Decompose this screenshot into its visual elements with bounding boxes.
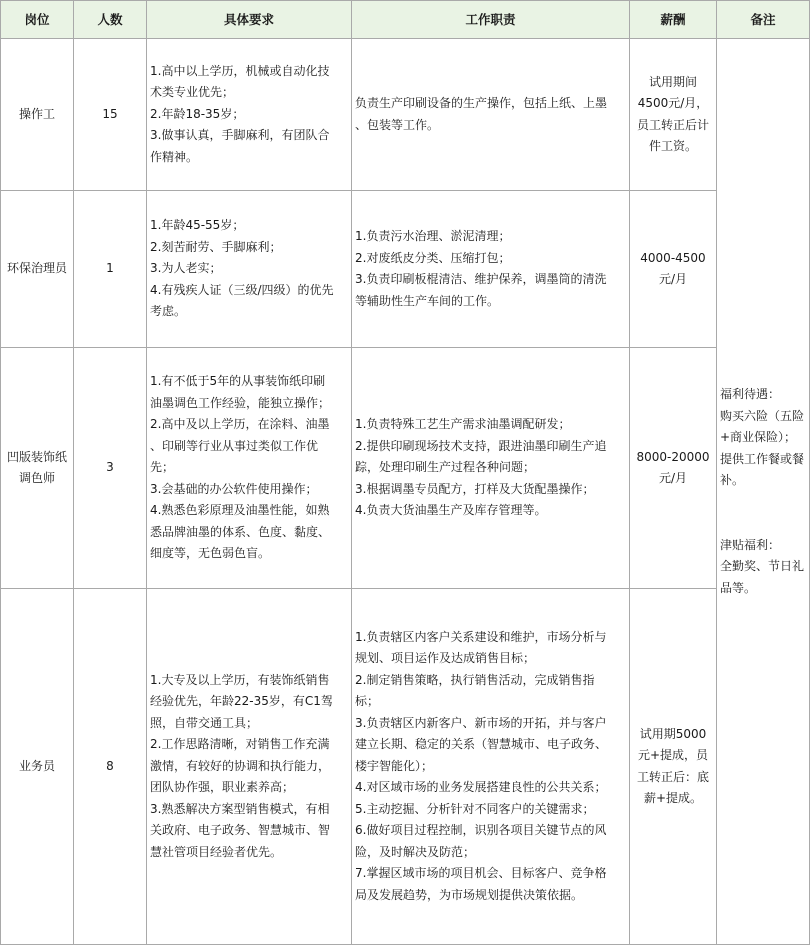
position-text: 凹版装饰纸 bbox=[6, 449, 67, 464]
salary-line: 元/月 bbox=[658, 272, 688, 286]
duty-line: 6.做好项目过程控制，识别各项目关键节点的风 bbox=[355, 823, 607, 838]
requirement-line: 油墨调色工作经验，能独立操作； bbox=[150, 395, 331, 410]
duty-line: 1.负责特殊工艺生产需求油墨调配研发； bbox=[355, 417, 571, 432]
duties-cell bbox=[352, 191, 630, 348]
requirement-line: 3.做事认真，手脚麻利，有团队合 bbox=[150, 128, 330, 143]
salary-cell bbox=[630, 348, 717, 589]
salary-line: 件工资。 bbox=[648, 139, 697, 153]
requirement-line: 4.有残疾人证（三级/四级）的优先 bbox=[150, 282, 334, 297]
header-count: 人数 bbox=[74, 1, 147, 39]
position-cell bbox=[1, 348, 74, 589]
duty-line: 险，及时解决及防范； bbox=[355, 844, 476, 859]
requirement-line: 1.年龄45-55岁； bbox=[150, 218, 245, 233]
requirement-line: 、印刷等行业从事过类似工作优 bbox=[150, 438, 319, 453]
duty-line: 2.对废纸皮分类、压缩打包； bbox=[355, 250, 511, 265]
duty-line: 1.负责辖区内客户关系建设和维护，市场分析与 bbox=[355, 629, 607, 644]
duty-line: 7.掌握区域市场的项目机会、目标客户、竞争格 bbox=[355, 866, 607, 881]
allowance-line: 津贴福利： bbox=[720, 537, 781, 552]
header-remarks: 备注 bbox=[717, 1, 810, 39]
header-position: 岗位 bbox=[1, 1, 74, 39]
count-cell: 3 bbox=[74, 348, 147, 589]
requirement-line: 3.熟悉解决方案型销售模式，有相 bbox=[150, 801, 330, 816]
salary-cell bbox=[630, 191, 717, 348]
table-row bbox=[1, 589, 810, 945]
requirement-line: 3.会基础的办公软件使用操作； bbox=[150, 481, 318, 496]
requirement-line: 经验优先，年龄22-35岁，有C1驾 bbox=[150, 694, 333, 709]
duty-line: 踪，处理印刷生产过程各种问题； bbox=[355, 460, 536, 475]
allowance-line: 品等。 bbox=[720, 580, 757, 595]
table-row bbox=[1, 191, 810, 348]
requirements-cell bbox=[147, 39, 352, 191]
requirement-line: 1.高中以上学历，机械或自动化技 bbox=[150, 63, 330, 78]
welfare-line: 补。 bbox=[720, 473, 745, 487]
requirement-line: 照，自带交通工具； bbox=[150, 715, 259, 730]
count-cell: 15 bbox=[74, 39, 147, 191]
position-text: 调色师 bbox=[18, 471, 55, 485]
salary-line: 元+提成，员 bbox=[637, 748, 709, 762]
requirement-line: 3.为人老实； bbox=[150, 261, 222, 276]
table-row bbox=[1, 348, 810, 589]
welfare-line: 福利待遇： bbox=[720, 387, 781, 401]
requirements-cell bbox=[147, 589, 352, 945]
duties-cell bbox=[352, 348, 630, 589]
welfare-line: 提供工作餐或餐 bbox=[720, 451, 805, 466]
requirement-line: 激情，有较好的协调和执行能力， bbox=[150, 758, 331, 773]
salary-cell bbox=[630, 589, 717, 945]
remarks-spacer bbox=[720, 492, 806, 535]
salary-line: 4500元/月， bbox=[637, 96, 709, 110]
duty-line: 等辅助性生产车间的工作。 bbox=[355, 293, 500, 308]
salary-line: 工转正后：底 bbox=[636, 769, 709, 784]
position-text: 操作工 bbox=[18, 106, 55, 121]
salary-line: 8000-20000 bbox=[636, 449, 710, 464]
count-cell: 1 bbox=[74, 191, 147, 348]
requirement-line: 术类专业优先； bbox=[150, 85, 235, 100]
duty-line: 4.负责大货油墨生产及库存管理等。 bbox=[355, 503, 547, 518]
salary-line: 薪+提成。 bbox=[643, 791, 703, 805]
duty-line: 规划、项目运作及达成销售目标； bbox=[355, 651, 536, 666]
position-text: 业务员 bbox=[18, 758, 55, 773]
duty-line: 标； bbox=[355, 694, 380, 709]
welfare-line: 购买六险（五险 bbox=[720, 408, 805, 423]
position-text: 环保治理员 bbox=[6, 261, 67, 276]
salary-line: 员工转正后计 bbox=[636, 117, 709, 132]
count-cell: 8 bbox=[74, 589, 147, 945]
salary-cell bbox=[630, 39, 717, 191]
header-salary: 薪酬 bbox=[630, 1, 717, 39]
requirement-line: 先； bbox=[150, 460, 175, 475]
requirement-line: 关政府、电子政务、智慧城市、智 bbox=[150, 823, 331, 838]
requirement-line: 作精神。 bbox=[150, 149, 199, 164]
position-cell bbox=[1, 39, 74, 191]
requirement-line: 2.高中及以上学历，在涂料、油墨 bbox=[150, 417, 330, 432]
duty-line: 4.对区域市场的业务发展搭建良性的公共关系； bbox=[355, 780, 607, 795]
duty-line: 负责生产印刷设备的生产操作，包括上纸、上墨 bbox=[355, 96, 608, 110]
welfare-line: +商业保险）； bbox=[720, 430, 797, 444]
requirement-line: 细度等，无色弱色盲。 bbox=[150, 546, 271, 561]
duty-line: 3.负责印刷板棍清洁、维护保养，调墨筒的清洗 bbox=[355, 272, 607, 286]
requirement-line: 1.有不低于5年的从事装饰纸印刷 bbox=[150, 374, 326, 389]
duty-line: 5.主动挖掘、分析针对不同客户的关键需求； bbox=[355, 801, 595, 816]
salary-line: 试用期5000 bbox=[639, 726, 707, 741]
salary-line: 试用期间 bbox=[648, 74, 697, 89]
remarks-cell bbox=[717, 39, 810, 945]
duty-line: 2.制定销售策略，执行销售活动，完成销售指 bbox=[355, 672, 595, 687]
duty-line: 2.提供印刷现场技术支持，跟进油墨印刷生产追 bbox=[355, 438, 607, 453]
requirement-line: 4.熟悉色彩原理及油墨性能，如熟 bbox=[150, 503, 330, 518]
requirement-line: 2.工作思路清晰，对销售工作充满 bbox=[150, 737, 330, 752]
allowance-line: 全勤奖、节日礼 bbox=[720, 559, 805, 573]
header-row bbox=[1, 1, 810, 39]
requirement-line: 2.年龄18-35岁； bbox=[150, 106, 245, 121]
requirement-line: 1.大专及以上学历，有装饰纸销售 bbox=[150, 672, 330, 687]
position-cell bbox=[1, 589, 74, 945]
requirement-line: 团队协作强，职业素养高； bbox=[150, 780, 295, 795]
requirement-line: 慧社管项目经验者优先。 bbox=[150, 844, 283, 859]
duties-cell bbox=[352, 589, 630, 945]
duty-line: 3.根据调墨专员配方，打样及大货配墨操作； bbox=[355, 481, 595, 496]
table-row bbox=[1, 39, 810, 191]
requirements-cell bbox=[147, 348, 352, 589]
header-duties: 工作职责 bbox=[352, 1, 630, 39]
duty-line: 3.负责辖区内新客户、新市场的开拓，并与客户 bbox=[355, 715, 607, 730]
duties-cell bbox=[352, 39, 630, 191]
requirements-cell bbox=[147, 191, 352, 348]
requirement-line: 2.刻苦耐劳、手脚麻利； bbox=[150, 239, 282, 254]
header-requirements: 具体要求 bbox=[147, 1, 352, 39]
salary-line: 4000-4500 bbox=[640, 250, 706, 265]
duty-line: 局及发展趋势，为市场规划提供决策依据。 bbox=[355, 887, 584, 902]
salary-line: 元/月 bbox=[658, 471, 688, 485]
position-cell bbox=[1, 191, 74, 348]
requirement-line: 考虑。 bbox=[150, 304, 187, 319]
duty-line: 、包装等工作。 bbox=[355, 117, 440, 132]
duty-line: 1.负责污水治理、淤泥清理； bbox=[355, 229, 511, 243]
duty-line: 建立长期、稳定的关系（智慧城市、电子政务、 bbox=[355, 737, 608, 752]
requirement-line: 悉品牌油墨的体系、色度、黏度、 bbox=[150, 524, 331, 539]
duty-line: 楼宇智能化）； bbox=[355, 758, 434, 773]
